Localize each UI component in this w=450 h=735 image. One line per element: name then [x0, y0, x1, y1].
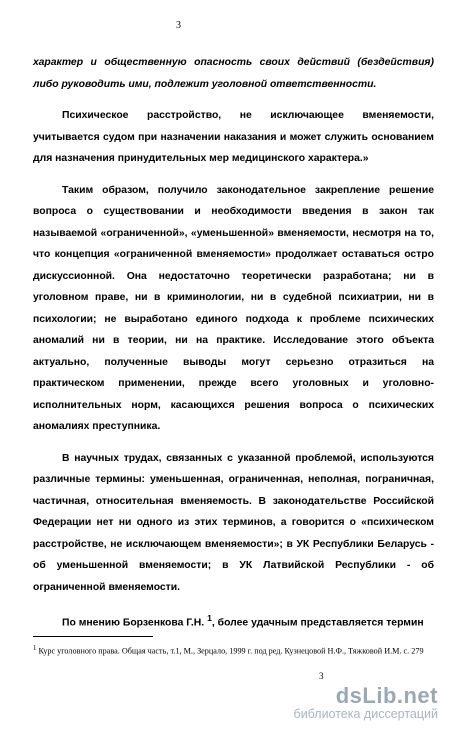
paragraph-4: В научных трудах, связанных с указанной проблемой, используются различные термины: уменьшенная, ограниченная, неполная, пограничная, частичная, относительная вменяемость. В законодательстве Российской Федерации нет ни одного из этих терминов, а говорится о «психическом расстройстве, не исключающем вменяемости»; в УК Республики Беларусь - об уменьшенной вменяемости; в УК Латвийской Республики - об ограниченной вменяемости. — [33, 452, 434, 593]
watermark-subtitle: библиотека диссертаций — [293, 707, 438, 721]
footnote — [33, 643, 434, 657]
footnote-text: Курс уголовного права. Общая часть, т.1, М., Зерцало, 1999 г. под ред. Кузнецовой Н.Ф., Тяжковой И.М. с. 279 — [36, 646, 424, 656]
paragraph-1: характер и общественную опасность своих действий (бездействия) либо руководить ими, подлежит уголовной ответственности. — [33, 57, 434, 90]
page-number-top: 3 — [176, 20, 181, 31]
watermark — [294, 683, 438, 721]
footnote-divider — [33, 636, 153, 637]
page-number-bottom: 3 — [319, 671, 324, 681]
watermark-logo: dsLib.net — [335, 683, 438, 708]
paragraph-5-end: , более удачным представляется термин — [211, 617, 424, 629]
footnote-mark: 1 — [33, 645, 37, 652]
paragraph-5 — [33, 608, 434, 634]
paragraph-3: Таким образом, получило законодательное закрепление решение вопроса о существовании и необходимости введения в закон так называемой «ограниченной», «уменьшенной» вменяемости, несмотря на то, что концепция «ограниченной вменяемости» продолжает оставаться остро дискуссионной. Она недостаточно теоретически разработана; ни в уголовном праве, ни в криминологии, ни в судебной психиатрии, ни в психологии; не выработано единого подхода к проблеме психических аномалий ни в теории, ни на практике. Исследование этого объекта актуально, полученные выводы могут серьезно отразиться на практическом применении, прежде всего уголовных и уголовно-исполнительных норм, касающихся решения вопроса о психических аномалиях преступника. — [33, 184, 434, 432]
footnote-reference: 1 — [207, 613, 212, 623]
paragraph-5-start: По мнению Борзенкова Г.Н. — [62, 617, 208, 629]
paragraph-2: Психическое расстройство, не исключающее вменяемости, учитывается судом при назначении наказания и может служить основанием для назначения принудительных мер медицинского характера.» — [33, 110, 434, 164]
body-text — [33, 52, 434, 644]
